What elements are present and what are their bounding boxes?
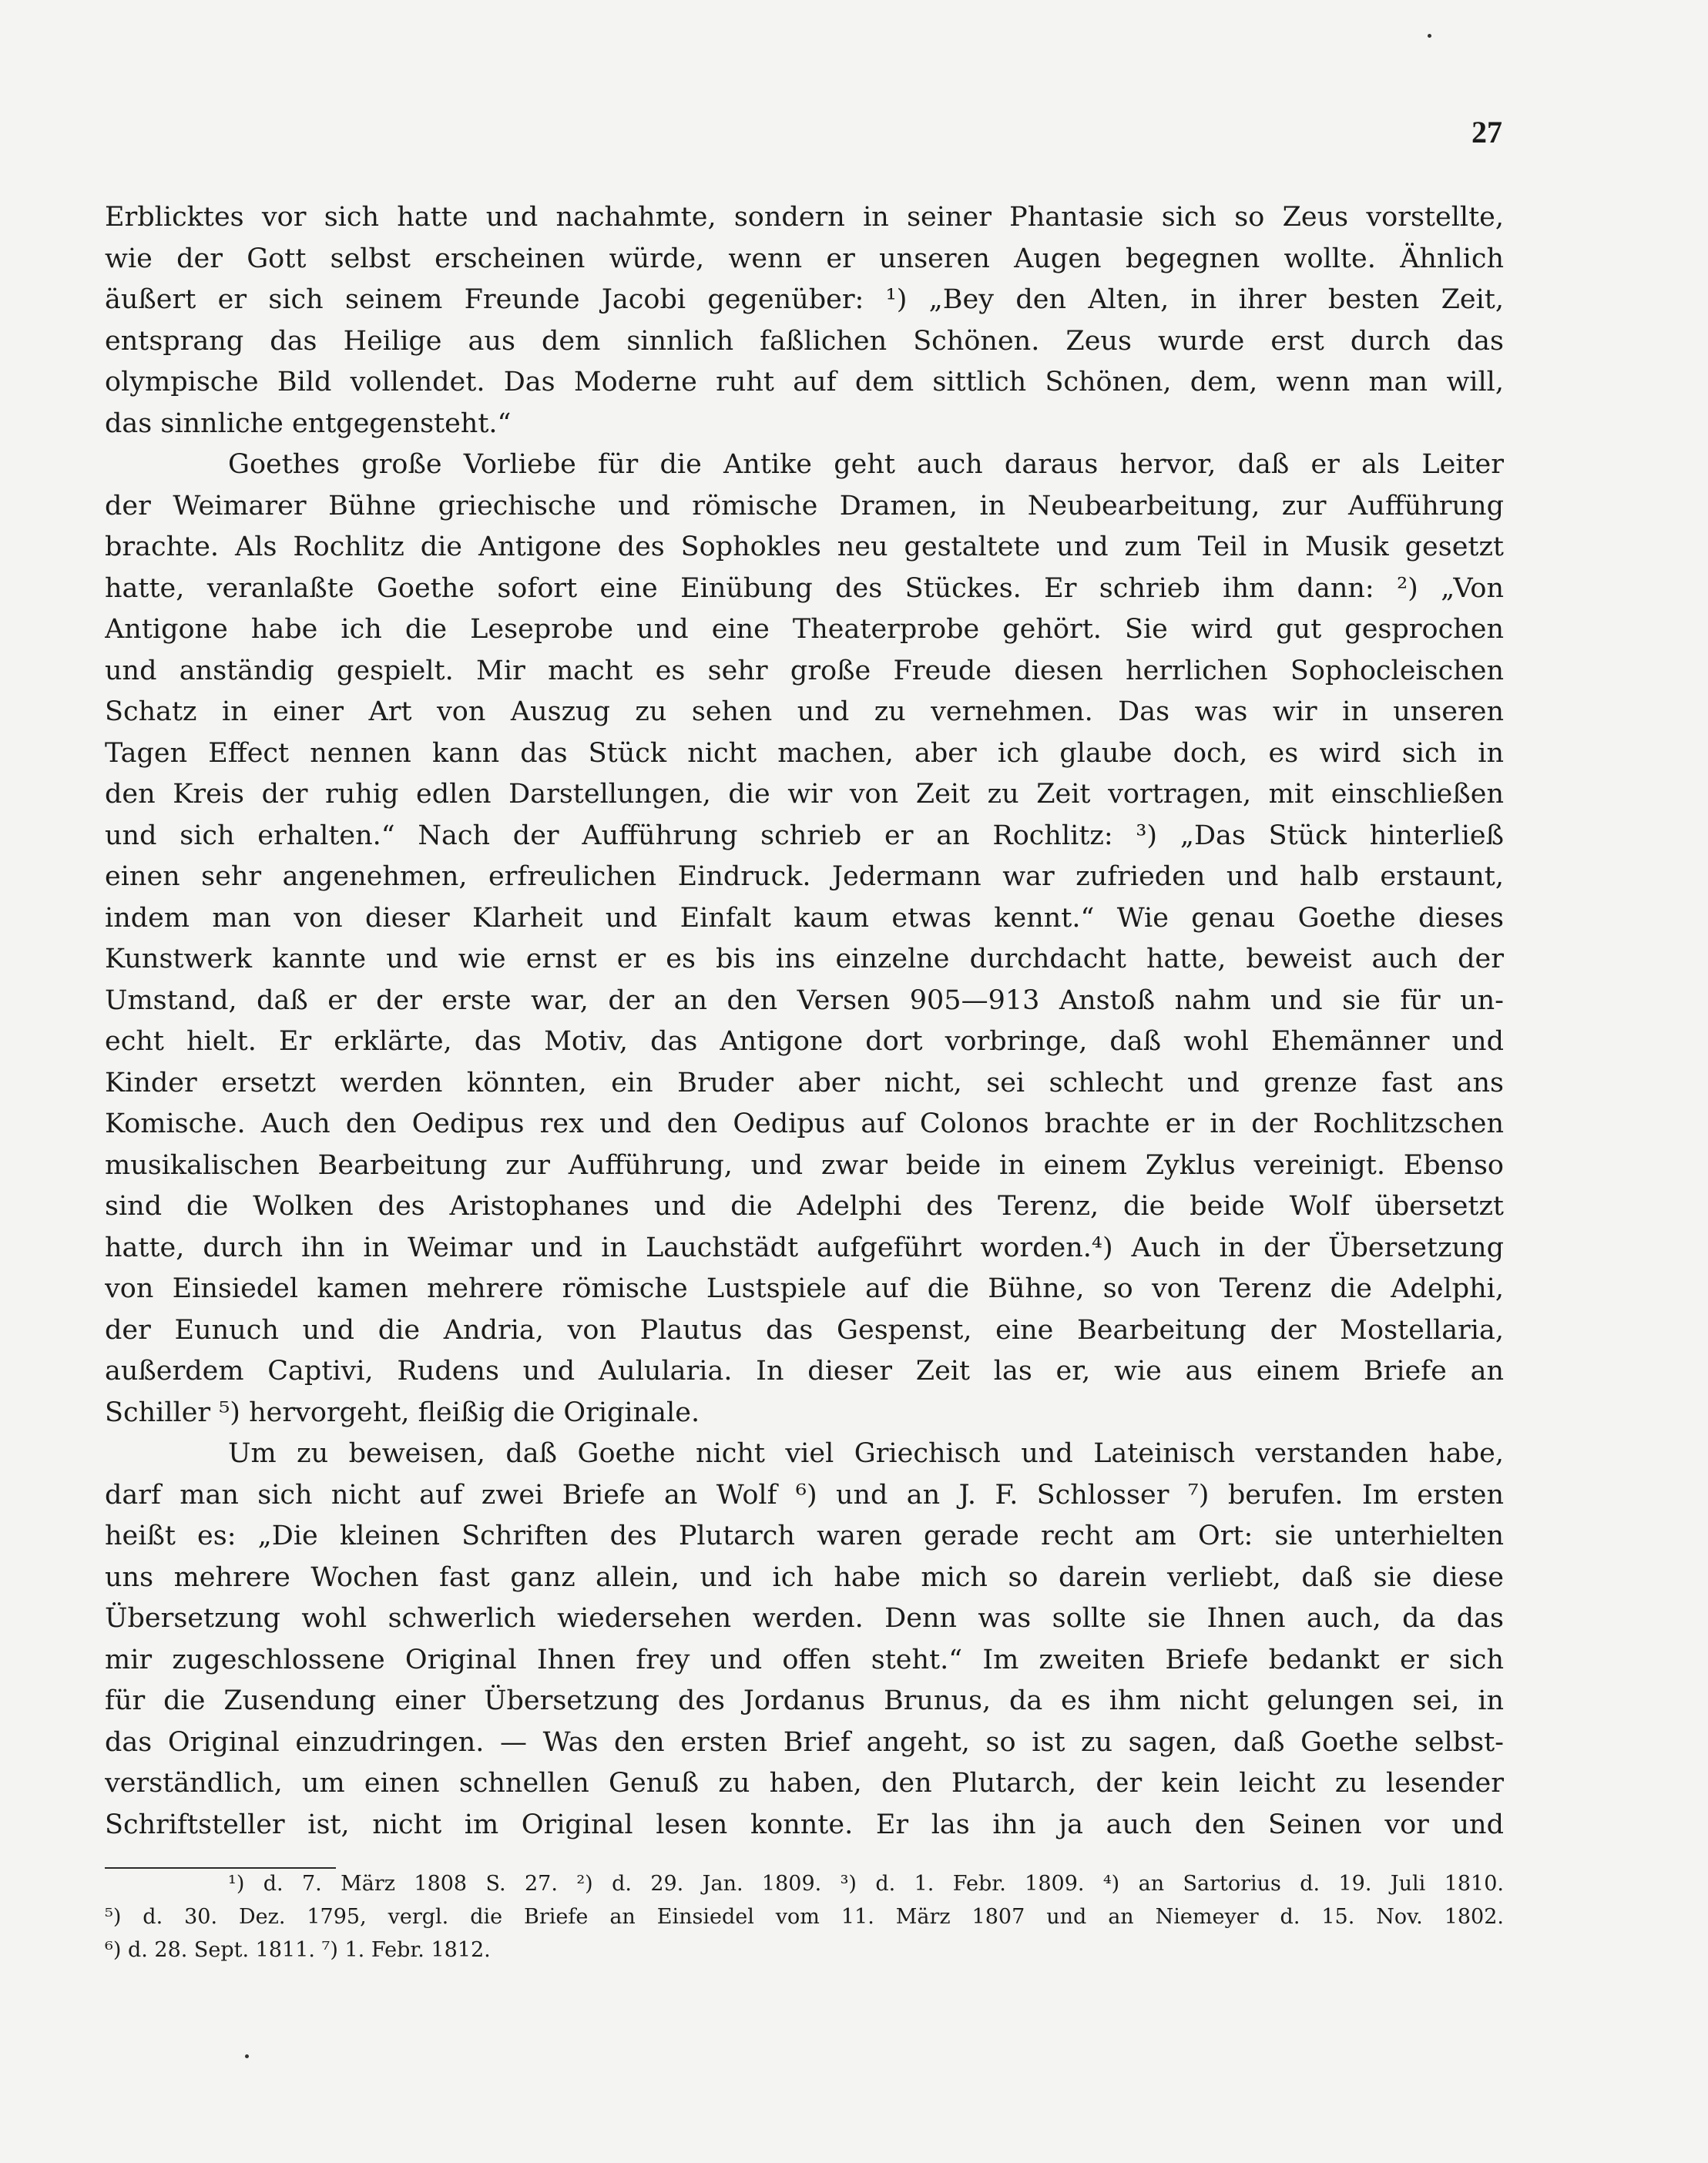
text-line: brachte. Als Rochlitz die Antigone des Sophokles neu gestaltete und zum Teil in Musik gesetzt [105, 532, 1504, 562]
text-line: den Kreis der ruhig edlen Darstellungen, die wir von Zeit zu Zeit vortragen, mit einschließen [105, 779, 1504, 810]
footnote-line: ⁶) d. 28. Sept. 1811. ⁷) 1. Febr. 1812. [105, 1938, 491, 1962]
text-line: Kunstwerk kannte und wie ernst er es bis ins einzelne durchdacht hatte, beweist auch der [105, 944, 1504, 974]
text-line: musikalischen Bearbeitung zur Aufführung, und zwar beide in einem Zyklus vereinigt. Ebenso [105, 1149, 1504, 1181]
text-line: Übersetzung wohl schwerlich wiedersehen werden. Denn was sollte sie Ihnen auch, da das [105, 1603, 1504, 1634]
footnote-line: ⁵) d. 30. Dez. 1795, vergl. die Briefe an Einsiedel vom 11. März 1807 und an Niemeyer d. 15. Nov. 1802. [105, 1905, 1504, 1929]
text-line: außerdem Captivi, Rudens und Aulularia. In dieser Zeit las er, wie aus einem Briefe an [105, 1356, 1504, 1387]
text-line: uns mehrere Wochen fast ganz allein, und ich habe mich so darein verliebt, daß sie diese [105, 1561, 1504, 1593]
text-line: echt hielt. Er erklärte, das Motiv, das Antigone dort vorbringe, daß wohl Ehemänner und [105, 1026, 1504, 1057]
text-line: sind die Wolken des Aristophanes und die Adelphi des Terenz, die beide Wolf übersetzt [105, 1191, 1504, 1222]
text-line: verständlich, um einen schnellen Genuß zu haben, den Plutarch, der kein leicht zu lesender [105, 1768, 1504, 1799]
text-line: Schriftsteller ist, nicht im Original lesen konnte. Er las ihn ja auch den Seinen vor und [105, 1809, 1504, 1840]
paragraph-start-line: Goethes große Vorliebe für die Antike geht auch daraus hervor, daß er als Leiter [228, 449, 1504, 480]
text-line: einen sehr angenehmen, erfreulichen Eindruck. Jedermann war zufrieden und halb erstaunt, [105, 861, 1504, 892]
text-line: der Eunuch und die Andria, von Plautus das Gespenst, eine Bearbeitung der Mostellaria, [105, 1314, 1504, 1346]
text-line: heißt es: „Die kleinen Schriften des Plutarch waren gerade recht am Ort: sie unterhielten [105, 1521, 1504, 1551]
text-line: das Original einzudringen. — Was den ersten Brief angeht, so ist zu sagen, daß Goethe selbst- [105, 1726, 1504, 1758]
text-line: äußert er sich seinem Freunde Jacobi gegenüber: ¹) „Bey den Alten, in ihrer besten Zeit, [105, 284, 1504, 315]
text-line: von Einsiedel kamen mehrere römische Lustspiele auf die Bühne, so von Terenz die Adelphi, [105, 1273, 1504, 1304]
print-speck [1428, 34, 1431, 38]
text-line: hatte, durch ihn in Weimar und in Lauchstädt aufgeführt worden.⁴) Auch in der Übersetzung [105, 1232, 1504, 1263]
text-line: hatte, veranlaßte Goethe sofort eine Einübung des Stückes. Er schrieb ihm dann: ²) „Von [105, 572, 1504, 604]
paragraph-start-line: Um zu beweisen, daß Goethe nicht viel Griechisch und Lateinisch verstanden habe, [228, 1438, 1504, 1469]
text-line: Komische. Auch den Oedipus rex und den Oedipus auf Colonos brachte er in der Rochlitzschen [105, 1108, 1504, 1139]
page-number: 27 [1471, 115, 1502, 149]
text-line: für die Zusendung einer Übersetzung des Jordanus Brunus, da es ihm nicht gelungen sei, in [105, 1685, 1504, 1716]
text-line: Erblicktes vor sich hatte und nachahmte, sondern in seiner Phantasie sich so Zeus vorstellte, [105, 202, 1504, 233]
text-line: Umstand, daß er der erste war, der an den Versen 905—913 Anstoß nahm und sie für un- [105, 984, 1504, 1016]
text-line: der Weimarer Bühne griechische und römische Dramen, in Neubearbeitung, zur Aufführung [105, 490, 1504, 521]
text-line: wie der Gott selbst erscheinen würde, wenn er unseren Augen begegnen wollte. Ähnlich [105, 243, 1504, 274]
footnotes [105, 1867, 1504, 1967]
text-line: und anständig gespielt. Mir macht es sehr große Freude diesen herrlichen Sophocleischen [105, 655, 1504, 686]
text-line: Antigone habe ich die Leseprobe und eine Theaterprobe gehört. Sie wird gut gesprochen [105, 614, 1504, 645]
text-line: darf man sich nicht auf zwei Briefe an Wolf ⁶) und an J. F. Schlosser ⁷) berufen. Im ersten [105, 1479, 1504, 1511]
text-line: Tagen Effect nennen kann das Stück nicht machen, aber ich glaube doch, es wird sich in [105, 737, 1504, 769]
text-line: mir zugeschlossene Original Ihnen frey und offen steht.“ Im zweiten Briefe bedankt er sich [105, 1644, 1504, 1675]
text-line: entsprang das Heilige aus dem sinnlich faßlichen Schönen. Zeus wurde erst durch das [105, 325, 1504, 357]
text-line: Schiller ⁵) hervorgeht, fleißig die Originale. [105, 1397, 700, 1428]
text-line: indem man von dieser Klarheit und Einfalt kaum etwas kennt.“ Wie genau Goethe dieses [105, 902, 1504, 934]
text-line: olympische Bild vollendet. Das Moderne ruht auf dem sittlich Schönen, dem, wenn man will, [105, 367, 1504, 397]
print-speck [245, 2054, 249, 2058]
text-line: und sich erhalten.“ Nach der Aufführung schrieb er an Rochlitz: ³) „Das Stück hinterließ [105, 820, 1504, 851]
body-text [105, 197, 1504, 1846]
text-line: das sinnliche entgegensteht.“ [105, 407, 512, 439]
text-line: Schatz in einer Art von Auszug zu sehen und zu vernehmen. Das was wir in unseren [105, 696, 1504, 727]
text-line: Kinder ersetzt werden könnten, ein Bruder aber nicht, sei schlecht und grenze fast ans [105, 1067, 1504, 1098]
footnote-line: ¹) d. 7. März 1808 S. 27. ²) d. 29. Jan. 1809. ³) d. 1. Febr. 1809. ⁴) an Sartorius d. 19. Juli 1810. [228, 1872, 1504, 1896]
